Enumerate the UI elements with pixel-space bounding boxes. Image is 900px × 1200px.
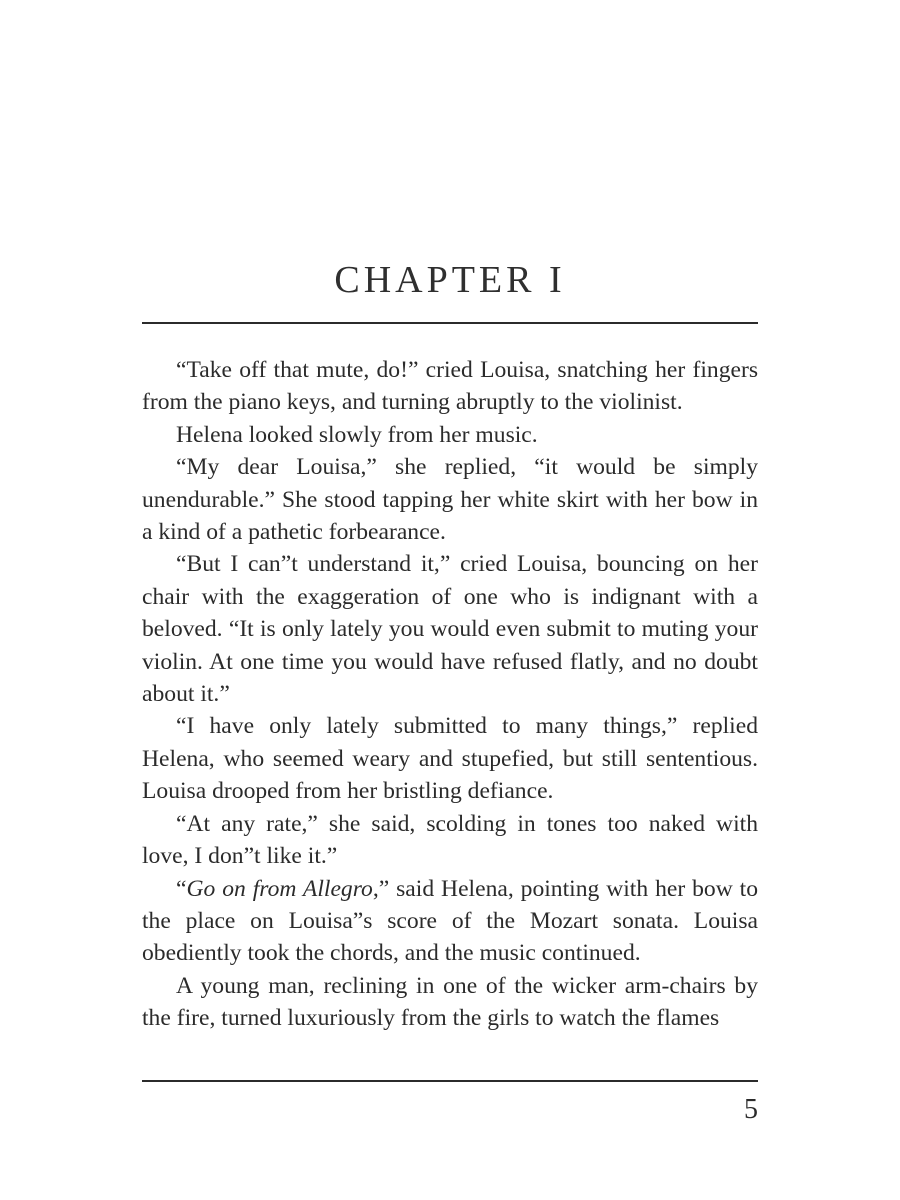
paragraph-text: “At any rate,” she said, scolding in tones too naked with love, I don”t like it.” xyxy=(142,810,758,870)
paragraph-text: Helena looked slowly from her music. xyxy=(176,421,538,448)
paragraph-text: “Take off that mute, do!” cried Louisa, snatching her fingers from the piano keys, and turning abruptly to the violinist. xyxy=(142,357,758,416)
paragraph-text: A young man, reclining in one of the wicker arm-chairs by the fire, turned luxuriously from the girls to watch the flames xyxy=(142,972,758,1032)
paragraph xyxy=(142,873,758,970)
paragraph-text: “I have only lately submitted to many things,” replied Helena, who seemed weary and stupefied, but still sententious. Louisa drooped from her bristling defiance. xyxy=(142,713,758,805)
chapter-title: CHAPTER I xyxy=(334,259,566,301)
paragraph xyxy=(142,808,758,873)
paragraph xyxy=(142,419,758,451)
paragraph-text: “My dear Louisa,” she replied, “it would be simply unendurable.” She stood tapping her white skirt with her bow in a kind of a pathetic forbearance. xyxy=(142,454,758,546)
top-rule xyxy=(142,322,758,324)
paragraph-text: “But I can”t understand it,” cried Louisa, bouncing on her chair with the exaggeration of one who is indignant with a beloved. “It is only lately you would even submit to muting your violin. At one time you would have refused flatly, and no doubt about it.” xyxy=(142,551,758,708)
page-number: 5 xyxy=(744,1094,758,1125)
paragraph-text: ,” said Helena, pointing with her bow to the place on Louisa”s score of the Mozart sonata. Louisa obediently took the chords, and the music continued. xyxy=(142,875,759,967)
paragraph-text: “ xyxy=(176,875,187,902)
paragraph xyxy=(142,710,758,807)
paragraph xyxy=(142,548,758,710)
italic-phrase: Go on from Allegro xyxy=(186,875,373,902)
bottom-rule xyxy=(142,1080,758,1082)
chapter-body xyxy=(142,354,758,1035)
paragraph xyxy=(142,970,758,1035)
paragraph xyxy=(142,451,758,548)
paragraph xyxy=(142,354,758,419)
